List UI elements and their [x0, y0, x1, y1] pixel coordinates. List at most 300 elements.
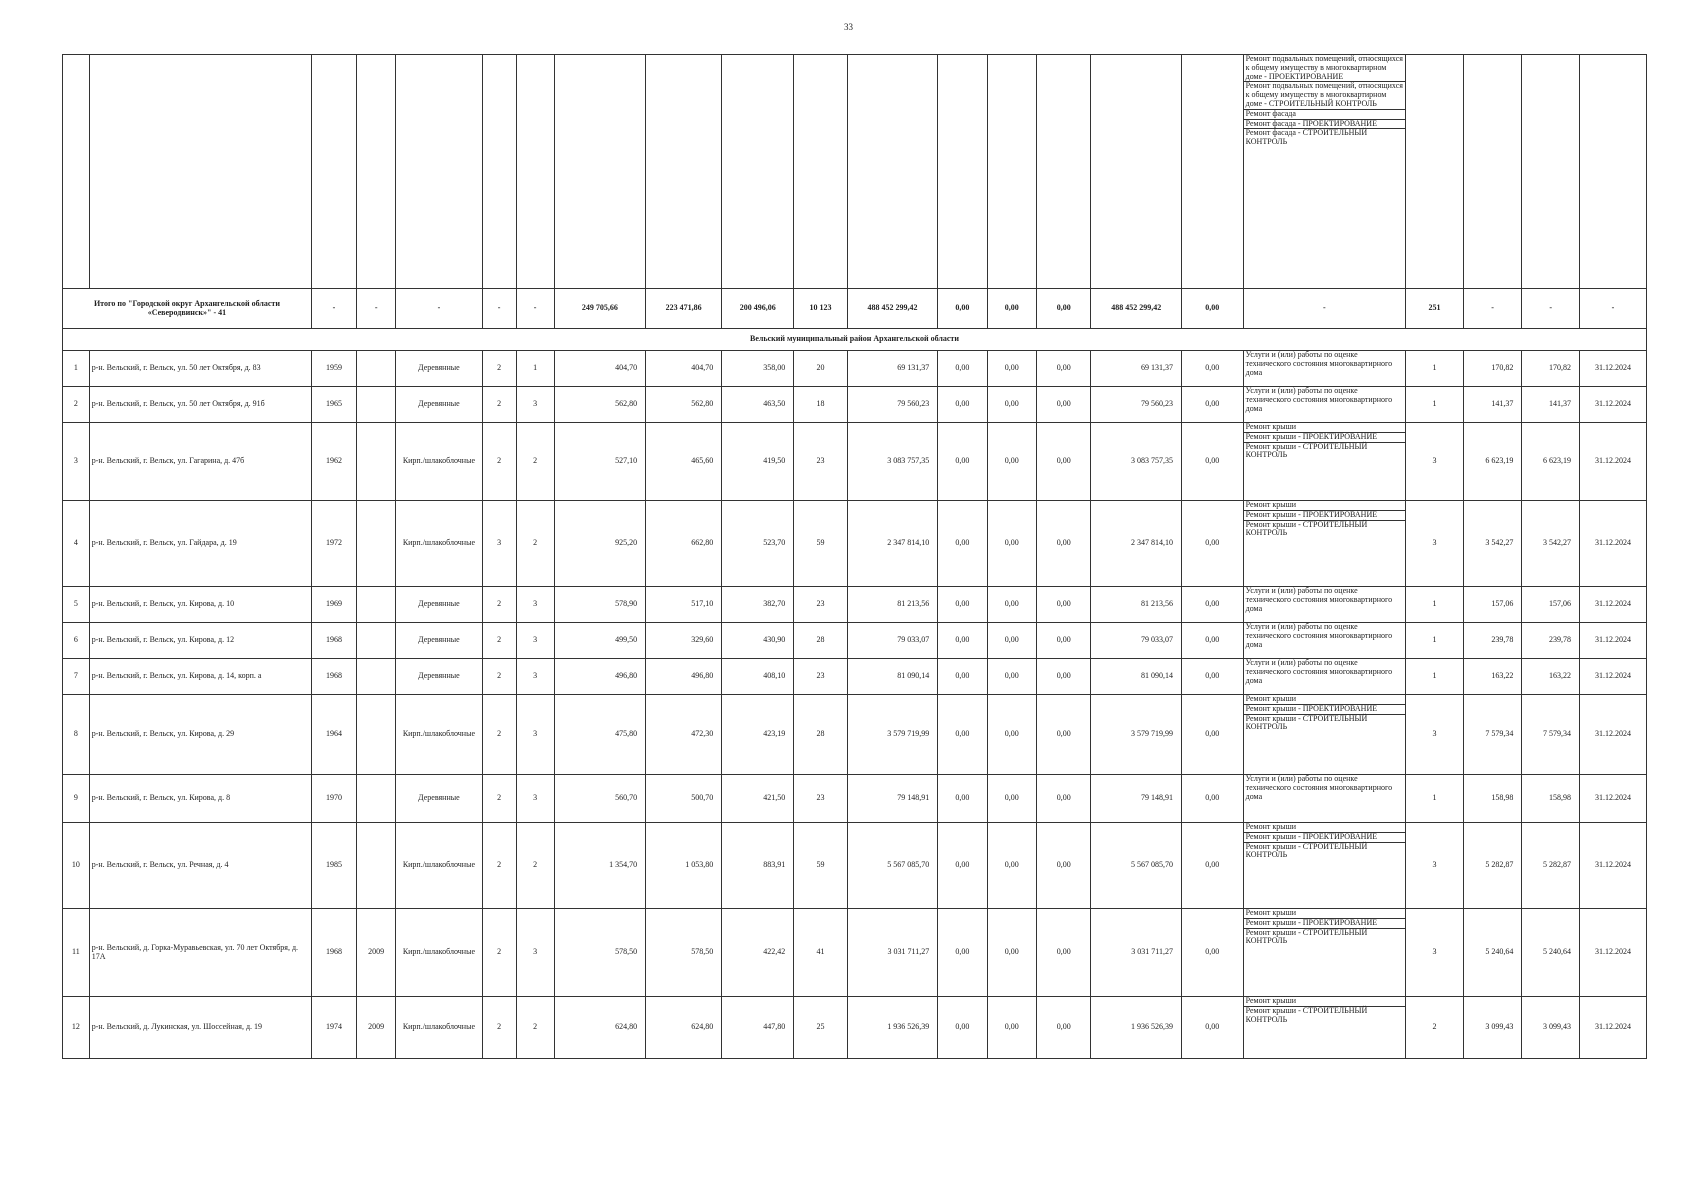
owners-funds: 81 213,56 — [1091, 587, 1182, 623]
residents: 59 — [794, 823, 847, 909]
max-cost-per-sqm: 3 542,27 — [1522, 501, 1580, 587]
total-area: 925,20 — [554, 501, 646, 587]
district-title: Вельский муниципальный район Архангельской области — [63, 329, 1647, 351]
wall-material: Кирп./шлакоблочные — [396, 997, 482, 1059]
total-cost: 79 033,07 — [847, 623, 938, 659]
total-cost: 1 936 526,39 — [847, 997, 938, 1059]
residential-area: 358,00 — [722, 351, 794, 387]
work-item: Ремонт крыши — [1245, 500, 1297, 509]
summary-cell: - — [1243, 289, 1406, 329]
completion-date: 31.12.2024 — [1579, 909, 1646, 997]
capital-repair-table — [62, 54, 1647, 1059]
summary-cell: 0,00 — [1036, 289, 1091, 329]
summary-label: Итого по "Городской округ Архангельской области «Северодвинск»" - 41 — [63, 289, 312, 329]
summary-cell: - — [516, 289, 554, 329]
max-cost-per-sqm: 158,98 — [1522, 775, 1580, 823]
empty-cell — [987, 55, 1036, 289]
work-item: Ремонт крыши — [1245, 694, 1297, 703]
build-year: 1974 — [311, 997, 356, 1059]
work-item: Ремонт крыши - СТРОИТЕЛЬНЫЙ КОНТРОЛЬ — [1244, 442, 1406, 461]
regional-budget: 0,00 — [987, 775, 1036, 823]
work-item: Ремонт крыши - ПРОЕКТИРОВАНИЕ — [1244, 432, 1406, 442]
entrances: 3 — [516, 909, 554, 997]
residential-area: 447,80 — [722, 997, 794, 1059]
work-item: Ремонт крыши — [1245, 908, 1297, 917]
table-row — [63, 587, 1647, 623]
total-area: 496,80 — [554, 659, 646, 695]
cost-per-sqm: 163,22 — [1463, 659, 1522, 695]
empty-cell — [1522, 55, 1580, 289]
regional-budget: 0,00 — [987, 823, 1036, 909]
local-budget: 0,00 — [1036, 997, 1091, 1059]
local-budget: 0,00 — [1036, 587, 1091, 623]
total-area: 1 354,70 — [554, 823, 646, 909]
owners-funds: 1 936 526,39 — [1091, 997, 1182, 1059]
local-budget: 0,00 — [1036, 823, 1091, 909]
living-area: 496,80 — [646, 659, 722, 695]
row-number: 1 — [63, 351, 90, 387]
empty-cell — [1091, 55, 1182, 289]
residential-area: 430,90 — [722, 623, 794, 659]
work-item: Ремонт крыши - ПРОЕКТИРОВАНИЕ — [1244, 704, 1406, 714]
regional-budget: 0,00 — [987, 387, 1036, 423]
completion-date: 31.12.2024 — [1579, 659, 1646, 695]
regional-budget: 0,00 — [987, 659, 1036, 695]
summary-cell: 200 496,06 — [722, 289, 794, 329]
table-row — [63, 501, 1647, 587]
row-number: 4 — [63, 501, 90, 587]
entrances: 3 — [516, 775, 554, 823]
residents: 28 — [794, 695, 847, 775]
completion-date: 31.12.2024 — [1579, 351, 1646, 387]
work-item: Ремонт фасада - ПРОЕКТИРОВАНИЕ — [1244, 119, 1406, 129]
address: р-н. Вельский, г. Вельск, ул. Кирова, д. 14, корп. а — [89, 659, 311, 695]
fund-share: 0,00 — [938, 623, 987, 659]
completion-date: 31.12.2024 — [1579, 623, 1646, 659]
total-area: 578,50 — [554, 909, 646, 997]
total-cost: 79 148,91 — [847, 775, 938, 823]
residents: 25 — [794, 997, 847, 1059]
floors: 2 — [482, 387, 516, 423]
other-funds: 0,00 — [1181, 351, 1243, 387]
row-number: 8 — [63, 695, 90, 775]
address: р-н. Вельский, г. Вельск, ул. Кирова, д. 10 — [89, 587, 311, 623]
empty-cell — [516, 55, 554, 289]
cost-per-sqm: 5 282,87 — [1463, 823, 1522, 909]
wall-material: Деревянные — [396, 351, 482, 387]
summary-cell: - — [396, 289, 482, 329]
fund-share: 0,00 — [938, 775, 987, 823]
works-cell — [1243, 623, 1406, 659]
works-cell — [1243, 55, 1406, 289]
total-area: 499,50 — [554, 623, 646, 659]
address: р-н. Вельский, д. Лукинская, ул. Шоссейная, д. 19 — [89, 997, 311, 1059]
other-funds: 0,00 — [1181, 623, 1243, 659]
works-cell — [1243, 387, 1406, 423]
summary-cell: - — [311, 289, 356, 329]
summary-cell: 251 — [1406, 289, 1464, 329]
address: р-н. Вельский, д. Горка-Муравьевская, ул. 70 лет Октября, д. 17А — [89, 909, 311, 997]
empty-cell — [1579, 55, 1646, 289]
works-cell — [1243, 823, 1406, 909]
renovation-year: 2009 — [357, 909, 396, 997]
address: р-н. Вельский, г. Вельск, ул. Кирова, д. 29 — [89, 695, 311, 775]
local-budget: 0,00 — [1036, 695, 1091, 775]
cost-per-sqm: 170,82 — [1463, 351, 1522, 387]
works-cell — [1243, 351, 1406, 387]
living-area: 517,10 — [646, 587, 722, 623]
work-item: Услуги и (или) работы по оценке технического состояния многоквартирного дома — [1245, 774, 1393, 801]
entrances: 3 — [516, 623, 554, 659]
renovation-year — [357, 501, 396, 587]
summary-cell: 249 705,66 — [554, 289, 646, 329]
build-year: 1965 — [311, 387, 356, 423]
cost-per-sqm: 5 240,64 — [1463, 909, 1522, 997]
floors: 3 — [482, 501, 516, 587]
entrances: 3 — [516, 587, 554, 623]
owners-funds: 79 033,07 — [1091, 623, 1182, 659]
local-budget: 0,00 — [1036, 501, 1091, 587]
wall-material: Кирп./шлакоблочные — [396, 909, 482, 997]
owners-funds: 79 148,91 — [1091, 775, 1182, 823]
renovation-year — [357, 695, 396, 775]
work-item: Ремонт крыши — [1245, 822, 1297, 831]
owners-funds: 3 083 757,35 — [1091, 423, 1182, 501]
regional-budget: 0,00 — [987, 423, 1036, 501]
empty-cell — [482, 55, 516, 289]
summary-cell: - — [357, 289, 396, 329]
work-item: Ремонт подвальных помещений, относящихся к общему имуществу в многоквартирном доме - ПРОЕКТИРОВАНИЕ — [1245, 54, 1403, 81]
empty-cell — [554, 55, 646, 289]
empty-cell — [1406, 55, 1464, 289]
build-year: 1969 — [311, 587, 356, 623]
max-cost-per-sqm: 7 579,34 — [1522, 695, 1580, 775]
table-row — [63, 387, 1647, 423]
table-row — [63, 623, 1647, 659]
wall-material: Деревянные — [396, 387, 482, 423]
total-area: 404,70 — [554, 351, 646, 387]
total-cost: 81 090,14 — [847, 659, 938, 695]
renovation-year: 2009 — [357, 997, 396, 1059]
wall-material: Кирп./шлакоблочные — [396, 501, 482, 587]
empty-cell — [1181, 55, 1243, 289]
works-cell — [1243, 695, 1406, 775]
summary-cell: - — [1522, 289, 1580, 329]
max-cost-per-sqm: 170,82 — [1522, 351, 1580, 387]
max-cost-per-sqm: 163,22 — [1522, 659, 1580, 695]
max-cost-per-sqm: 3 099,43 — [1522, 997, 1580, 1059]
entrances: 3 — [516, 695, 554, 775]
max-cost-per-sqm: 141,37 — [1522, 387, 1580, 423]
empty-cell — [1036, 55, 1091, 289]
fund-share: 0,00 — [938, 823, 987, 909]
total-area: 560,70 — [554, 775, 646, 823]
other-funds: 0,00 — [1181, 387, 1243, 423]
floors: 2 — [482, 823, 516, 909]
fund-share: 0,00 — [938, 351, 987, 387]
works-cell — [1243, 909, 1406, 997]
table-row — [63, 997, 1647, 1059]
work-count: 1 — [1406, 587, 1464, 623]
empty-cell — [311, 55, 356, 289]
work-count: 1 — [1406, 387, 1464, 423]
summary-cell: - — [1463, 289, 1522, 329]
regional-budget: 0,00 — [987, 997, 1036, 1059]
cost-per-sqm: 7 579,34 — [1463, 695, 1522, 775]
fund-share: 0,00 — [938, 587, 987, 623]
empty-cell — [847, 55, 938, 289]
build-year: 1968 — [311, 909, 356, 997]
fund-share: 0,00 — [938, 387, 987, 423]
residents: 23 — [794, 659, 847, 695]
row-number: 3 — [63, 423, 90, 501]
empty-cell — [357, 55, 396, 289]
local-budget: 0,00 — [1036, 909, 1091, 997]
living-area: 624,80 — [646, 997, 722, 1059]
wall-material: Деревянные — [396, 587, 482, 623]
address: р-н. Вельский, г. Вельск, ул. Кирова, д. 8 — [89, 775, 311, 823]
local-budget: 0,00 — [1036, 775, 1091, 823]
build-year: 1968 — [311, 623, 356, 659]
entrances: 2 — [516, 823, 554, 909]
works-cell — [1243, 775, 1406, 823]
residential-area: 382,70 — [722, 587, 794, 623]
works-cell — [1243, 587, 1406, 623]
work-count: 3 — [1406, 423, 1464, 501]
regional-budget: 0,00 — [987, 351, 1036, 387]
work-item: Услуги и (или) работы по оценке технического состояния многоквартирного дома — [1245, 586, 1393, 613]
living-area: 578,50 — [646, 909, 722, 997]
entrances: 3 — [516, 659, 554, 695]
address: р-н. Вельский, г. Вельск, ул. 50 лет Октября, д. 83 — [89, 351, 311, 387]
renovation-year — [357, 775, 396, 823]
work-item: Услуги и (или) работы по оценке технического состояния многоквартирного дома — [1245, 350, 1393, 377]
regional-budget: 0,00 — [987, 587, 1036, 623]
completion-date: 31.12.2024 — [1579, 695, 1646, 775]
wall-material: Деревянные — [396, 659, 482, 695]
living-area: 465,60 — [646, 423, 722, 501]
table-row — [63, 823, 1647, 909]
summary-cell: 0,00 — [987, 289, 1036, 329]
wall-material: Кирп./шлакоблочные — [396, 423, 482, 501]
max-cost-per-sqm: 5 282,87 — [1522, 823, 1580, 909]
total-cost: 3 579 719,99 — [847, 695, 938, 775]
work-item: Ремонт крыши - СТРОИТЕЛЬНЫЙ КОНТРОЛЬ — [1244, 1006, 1406, 1025]
completion-date: 31.12.2024 — [1579, 823, 1646, 909]
local-budget: 0,00 — [1036, 623, 1091, 659]
work-item: Услуги и (или) работы по оценке технического состояния многоквартирного дома — [1245, 622, 1393, 649]
wall-material: Деревянные — [396, 775, 482, 823]
address: р-н. Вельский, г. Вельск, ул. Гагарина, д. 47б — [89, 423, 311, 501]
build-year: 1964 — [311, 695, 356, 775]
summary-cell: 223 471,86 — [646, 289, 722, 329]
summary-cell: 0,00 — [1181, 289, 1243, 329]
work-item: Ремонт крыши - СТРОИТЕЛЬНЫЙ КОНТРОЛЬ — [1244, 928, 1406, 947]
fund-share: 0,00 — [938, 695, 987, 775]
residential-area: 419,50 — [722, 423, 794, 501]
owners-funds: 2 347 814,10 — [1091, 501, 1182, 587]
regional-budget: 0,00 — [987, 623, 1036, 659]
floors: 2 — [482, 587, 516, 623]
cost-per-sqm: 239,78 — [1463, 623, 1522, 659]
residential-area: 421,50 — [722, 775, 794, 823]
row-number: 7 — [63, 659, 90, 695]
work-count: 3 — [1406, 823, 1464, 909]
fund-share: 0,00 — [938, 501, 987, 587]
work-item: Услуги и (или) работы по оценке технического состояния многоквартирного дома — [1245, 386, 1393, 413]
fund-share: 0,00 — [938, 423, 987, 501]
work-item: Услуги и (или) работы по оценке технического состояния многоквартирного дома — [1245, 658, 1393, 685]
entrances: 2 — [516, 501, 554, 587]
summary-cell: - — [482, 289, 516, 329]
works-cell — [1243, 659, 1406, 695]
address: р-н. Вельский, г. Вельск, ул. 50 лет Октября, д. 91б — [89, 387, 311, 423]
max-cost-per-sqm: 239,78 — [1522, 623, 1580, 659]
other-funds: 0,00 — [1181, 587, 1243, 623]
floors: 2 — [482, 351, 516, 387]
empty-cell — [396, 55, 482, 289]
row-number: 11 — [63, 909, 90, 997]
empty-cell — [794, 55, 847, 289]
cost-per-sqm: 158,98 — [1463, 775, 1522, 823]
other-funds: 0,00 — [1181, 823, 1243, 909]
renovation-year — [357, 587, 396, 623]
summary-cell: 488 452 299,42 — [1091, 289, 1182, 329]
cost-per-sqm: 3 542,27 — [1463, 501, 1522, 587]
total-cost: 69 131,37 — [847, 351, 938, 387]
work-item: Ремонт фасада — [1244, 109, 1406, 119]
living-area: 500,70 — [646, 775, 722, 823]
floors: 2 — [482, 775, 516, 823]
entrances: 2 — [516, 997, 554, 1059]
address: р-н. Вельский, г. Вельск, ул. Кирова, д. 12 — [89, 623, 311, 659]
cost-per-sqm: 141,37 — [1463, 387, 1522, 423]
completion-date: 31.12.2024 — [1579, 587, 1646, 623]
residential-area: 523,70 — [722, 501, 794, 587]
floors: 2 — [482, 909, 516, 997]
work-item: Ремонт крыши — [1245, 422, 1297, 431]
fund-share: 0,00 — [938, 997, 987, 1059]
total-cost: 81 213,56 — [847, 587, 938, 623]
row-number: 12 — [63, 997, 90, 1059]
summary-cell: 0,00 — [938, 289, 987, 329]
residents: 20 — [794, 351, 847, 387]
max-cost-per-sqm: 6 623,19 — [1522, 423, 1580, 501]
floors: 2 — [482, 997, 516, 1059]
total-area: 624,80 — [554, 997, 646, 1059]
renovation-year — [357, 351, 396, 387]
build-year: 1959 — [311, 351, 356, 387]
local-budget: 0,00 — [1036, 423, 1091, 501]
local-budget: 0,00 — [1036, 387, 1091, 423]
build-year: 1968 — [311, 659, 356, 695]
table-row — [63, 775, 1647, 823]
fund-share: 0,00 — [938, 659, 987, 695]
other-funds: 0,00 — [1181, 997, 1243, 1059]
page-number: 33 — [844, 22, 853, 32]
work-item: Ремонт фасада - СТРОИТЕЛЬНЫЙ КОНТРОЛЬ — [1244, 128, 1406, 147]
completion-date: 31.12.2024 — [1579, 501, 1646, 587]
row-number: 6 — [63, 623, 90, 659]
table-row — [63, 909, 1647, 997]
entrances: 1 — [516, 351, 554, 387]
residents: 23 — [794, 423, 847, 501]
owners-funds: 81 090,14 — [1091, 659, 1182, 695]
residents: 59 — [794, 501, 847, 587]
works-cell — [1243, 997, 1406, 1059]
other-funds: 0,00 — [1181, 659, 1243, 695]
work-count: 1 — [1406, 623, 1464, 659]
living-area: 1 053,80 — [646, 823, 722, 909]
other-funds: 0,00 — [1181, 775, 1243, 823]
work-count: 3 — [1406, 909, 1464, 997]
living-area: 329,60 — [646, 623, 722, 659]
renovation-year — [357, 623, 396, 659]
work-item: Ремонт крыши - СТРОИТЕЛЬНЫЙ КОНТРОЛЬ — [1244, 714, 1406, 733]
entrances: 3 — [516, 387, 554, 423]
work-item: Ремонт крыши - ПРОЕКТИРОВАНИЕ — [1244, 510, 1406, 520]
renovation-year — [357, 659, 396, 695]
renovation-year — [357, 387, 396, 423]
work-item: Ремонт крыши - СТРОИТЕЛЬНЫЙ КОНТРОЛЬ — [1244, 520, 1406, 539]
other-funds: 0,00 — [1181, 909, 1243, 997]
living-area: 562,80 — [646, 387, 722, 423]
completion-date: 31.12.2024 — [1579, 775, 1646, 823]
regional-budget: 0,00 — [987, 695, 1036, 775]
living-area: 404,70 — [646, 351, 722, 387]
work-item: Ремонт подвальных помещений, относящихся к общему имуществу в многоквартирном доме - СТРОИТЕЛЬНЫЙ КОНТРОЛЬ — [1244, 81, 1406, 108]
floors: 2 — [482, 623, 516, 659]
renovation-year — [357, 423, 396, 501]
work-item: Ремонт крыши - ПРОЕКТИРОВАНИЕ — [1244, 918, 1406, 928]
build-year: 1985 — [311, 823, 356, 909]
empty-cell — [646, 55, 722, 289]
renovation-year — [357, 823, 396, 909]
works-cell — [1243, 423, 1406, 501]
wall-material: Деревянные — [396, 623, 482, 659]
row-number: 5 — [63, 587, 90, 623]
total-area: 527,10 — [554, 423, 646, 501]
summary-cell: 488 452 299,42 — [847, 289, 938, 329]
entrances: 2 — [516, 423, 554, 501]
works-cell — [1243, 501, 1406, 587]
residential-area: 422,42 — [722, 909, 794, 997]
residents: 28 — [794, 623, 847, 659]
work-item: Ремонт крыши - ПРОЕКТИРОВАНИЕ — [1244, 832, 1406, 842]
floors: 2 — [482, 659, 516, 695]
total-cost: 79 560,23 — [847, 387, 938, 423]
work-item: Ремонт крыши — [1245, 996, 1297, 1005]
empty-cell — [63, 55, 90, 289]
fund-share: 0,00 — [938, 909, 987, 997]
residential-area: 463,50 — [722, 387, 794, 423]
table-row — [63, 695, 1647, 775]
residents: 23 — [794, 775, 847, 823]
top-continuation-row — [63, 55, 1647, 289]
total-area: 562,80 — [554, 387, 646, 423]
work-count: 2 — [1406, 997, 1464, 1059]
work-count: 1 — [1406, 351, 1464, 387]
living-area: 472,30 — [646, 695, 722, 775]
work-item: Ремонт крыши - СТРОИТЕЛЬНЫЙ КОНТРОЛЬ — [1244, 842, 1406, 861]
work-count: 1 — [1406, 775, 1464, 823]
address: р-н. Вельский, г. Вельск, ул. Речная, д. 4 — [89, 823, 311, 909]
wall-material: Кирп./шлакоблочные — [396, 823, 482, 909]
residents: 18 — [794, 387, 847, 423]
work-count: 3 — [1406, 695, 1464, 775]
row-number: 10 — [63, 823, 90, 909]
build-year: 1970 — [311, 775, 356, 823]
